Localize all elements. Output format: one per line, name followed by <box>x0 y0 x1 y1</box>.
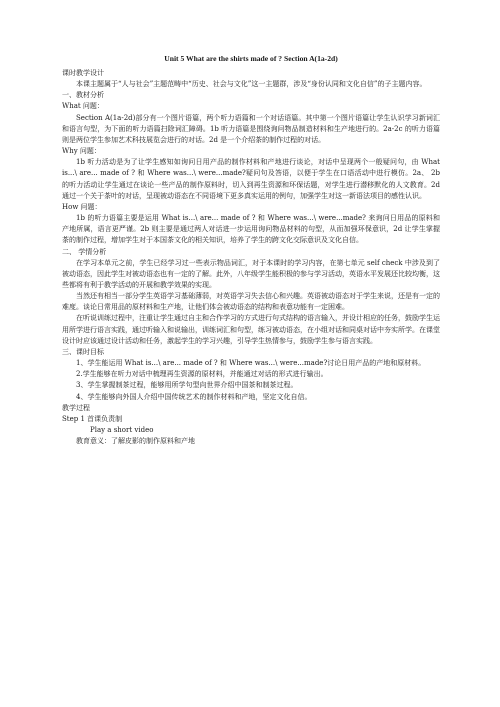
how-label: How 问题： <box>62 202 102 211</box>
what-paragraph: Section A(1a-2d)部分有一个图片语篇，两个听力语篇和一个对话语篇。其中第一个图片语篇让学生认识学习新词汇和语言句型，为下面的听力语篇扫除词汇障碍。1b 听力语篇是围绕询问物品制造材料和生产地进行的。2a-2c 的听力语篇则是两位学生参加艺术科技展览会进行的对话。2d 是一个介绍茶的制作过程的对话。 <box>62 113 440 144</box>
goal-item-2: 2.学生能够在听力对话中梳理再生资源的原材料，并能通过对话的形式进行输出。 <box>76 370 328 379</box>
learner-paragraph-1: 在学习本单元之前，学生已经学习过一些表示物品词汇，对于本课时的学习内容，在第七单元 self check 中涉及到了被动语态，因此学生对被动语态也有一定的了解。此外，八年级学生能积极的参与学习活动，英语水平发展还比较均衡，这些都将有利于教学活动的开展和教学效果的实现。 <box>62 258 440 289</box>
section-heading-lesson-goals: 三、课时目标 <box>62 347 104 356</box>
step-1-item: Play a short video <box>90 426 154 434</box>
what-label: What 问题： <box>62 102 104 111</box>
learner-paragraph-2: 当然还有相当一部分学生英语学习基础薄弱，对英语学习失去信心和兴趣。英语被动语态对于学生来说，还是有一定的难度。谈论日常用品的原材料和生产地，让他们体会被动语态的结构和表意功能有一定困难。 <box>62 292 440 312</box>
document-title: Unit 5 What are the shirts made of ? Section A(1a-2d) <box>164 54 338 63</box>
section-heading-textbook-analysis: 一、教材分析 <box>62 91 104 100</box>
step-1-heading: Step 1 首课负责制 <box>62 414 123 423</box>
document-content <box>62 54 440 447</box>
goal-item-3: 3、学生掌握制茶过程，能够用所学句型向世界介绍中国茶和制茶过程。 <box>76 381 298 390</box>
teaching-process-heading: 教学过程 <box>62 403 90 412</box>
section-heading-learner-analysis: 二、 学情分析 <box>62 247 107 256</box>
how-paragraph: 1b 的听力语篇主要是运用 What is...\ are... made of ? 和 Where was...\ were...made? 来询问日用品的原料和产地所属，语言更严谨。2b 则主要是通过两人对话进一步运用询问物品材料的句型，从而加强环保意识，2d 让学生掌握茶的制作过程，增加学生对于本国茶文化的相关知识，培养了学生的跨文化交际意识及文化自信。 <box>62 214 440 245</box>
goal-item-1: 1、学生能运用 What is...\ are... made of ? 和 Where was...\ were...made?讨论日用产品的产地和原材料。 <box>76 359 426 368</box>
step-1-meaning: 教育意义：了解皮影的制作原料和产地 <box>76 437 195 446</box>
intro-paragraph: 本课主题属于“人与社会”主题范畴中“历史、社会与文化”这一主题群，涉及“身份认同和文化自信”的子主题内容。 <box>76 80 427 89</box>
learner-paragraph-3: 在听说训练过程中，注重让学生通过自主和合作学习的方式进行句式结构的语言输入，并设计相应的任务，鼓励学生运用所学进行语言实践，通过听输入和说输出，训练词汇和句型，练习被动语态，在小组对话和同桌对话中夯实所学。在课堂设计时应该通过设计活动和任务，激起学生的学习兴趣，引导学生热情参与，鼓励学生参与语言实践。 <box>62 314 440 345</box>
why-label: Why 问题： <box>62 147 101 156</box>
why-paragraph: 1b 听力活动是为了让学生感知如询问日用产品的制作材料和产地进行谈论，对话中呈现两个一般疑问句，由 What is...\ are... made of ? 和 Where was...\ were...made?疑问句及答语，以便于学生在口语活动中进行模仿。2a、 2b 的听力活动让学生通过在谈论一些产品的制作原料时，切入到再生资源和环保话题，对学生进行潜移默化的人文教育。2d 通过一个关于茶叶的对话，呈现被动语态在不同语境下更多真实运用的例句，加强学生对这一新语法项目的感性认识。 <box>62 158 440 200</box>
goal-item-4: 4、学生能够向外国人介绍中国传统艺术的制作材料和产地，坚定文化自信。 <box>76 392 312 401</box>
document-subtitle: 课时教学设计 <box>62 69 104 77</box>
